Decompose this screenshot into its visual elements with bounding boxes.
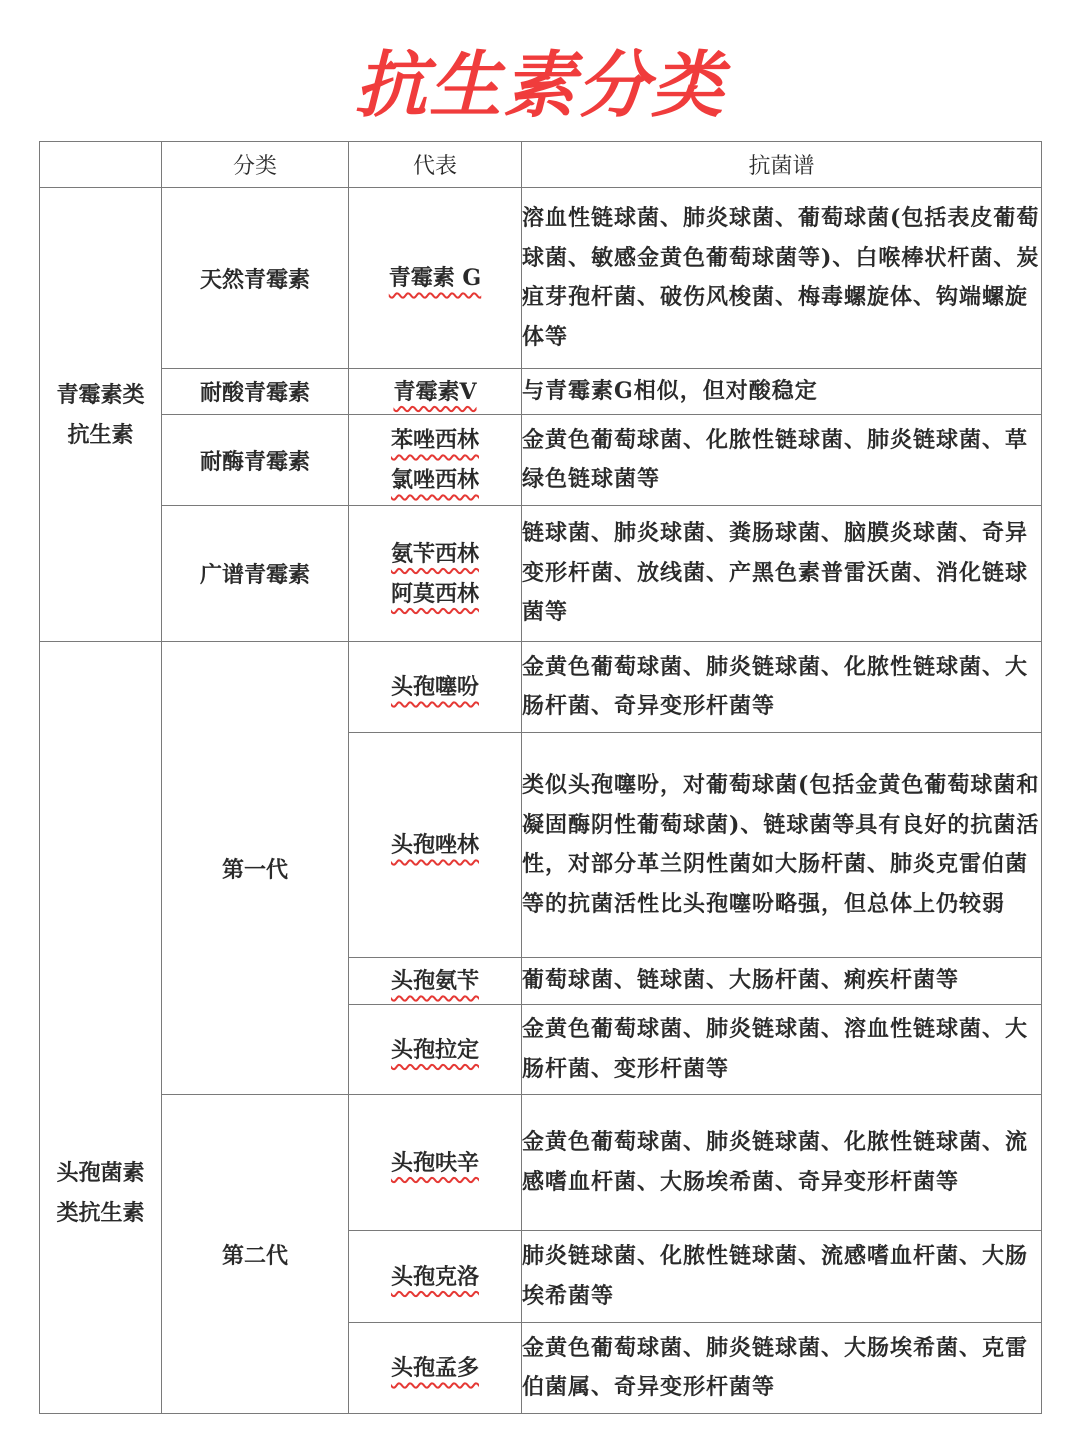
spectrum-cell: 溶血性链球菌、肺炎球菌、葡萄球菌(包括表皮葡萄球菌、敏感金黄色葡萄球菌等)、白喉棒状杆菌、炭疽芽孢杆菌、破伤风梭菌、梅毒螺旋体、钩端螺旋体等 <box>522 188 1042 369</box>
antibiotic-classification-table <box>39 141 1042 1414</box>
subclass-cell: 天然青霉素 <box>162 188 349 369</box>
table-row <box>40 506 1042 642</box>
spectrum-cell: 金黄色葡萄球菌、肺炎链球菌、大肠埃希菌、克雷伯菌属、奇异变形杆菌等 <box>522 1323 1042 1414</box>
table-row <box>40 415 1042 506</box>
drug-name: 头孢拉定 <box>390 1036 479 1063</box>
table-row <box>40 188 1042 369</box>
generation-second: 第二代 <box>162 1095 349 1414</box>
subclass-cell: 广谱青霉素 <box>162 506 349 642</box>
drug-name: 头孢孟多 <box>390 1355 479 1381</box>
header-representative: 代表 <box>349 142 522 188</box>
representative-cell <box>349 506 522 642</box>
representative-cell <box>349 1095 522 1231</box>
drug-name: 苯唑西林 <box>390 427 479 453</box>
drug-name: 青霉素V <box>393 378 477 405</box>
header-spectrum: 抗菌谱 <box>522 142 1042 188</box>
representative-cell <box>349 369 522 415</box>
spectrum-cell: 金黄色葡萄球菌、化脓性链球菌、肺炎链球菌、草绿色链球菌等 <box>522 415 1042 506</box>
representative-cell <box>349 733 522 958</box>
drug-name: 头孢呋辛 <box>390 1149 479 1176</box>
header-empty <box>40 142 162 188</box>
subclass-cell: 耐酶青霉素 <box>162 415 349 506</box>
table-row <box>40 1095 1042 1231</box>
category-penicillin: 青霉素类抗生素 <box>40 188 162 642</box>
drug-name: 头孢唑林 <box>390 832 479 858</box>
representative-cell <box>349 1231 522 1323</box>
drug-name: 青霉素 G <box>388 265 482 291</box>
representative-cell <box>349 1005 522 1095</box>
representative-cell <box>349 415 522 506</box>
table-row <box>40 642 1042 733</box>
spectrum-cell: 与青霉素G相似，但对酸稳定 <box>522 369 1042 415</box>
table-row <box>40 369 1042 415</box>
generation-first: 第一代 <box>162 642 349 1095</box>
drug-name: 氯唑西林 <box>390 467 479 493</box>
spectrum-cell: 链球菌、肺炎球菌、粪肠球菌、脑膜炎球菌、奇异变形杆菌、放线菌、产黑色素普雷沃菌、消化链球菌等 <box>522 506 1042 642</box>
representative-cell <box>349 188 522 369</box>
spectrum-cell: 类似头孢噻吩，对葡萄球菌(包括金黄色葡萄球菌和凝固酶阴性葡萄球菌)、链球菌等具有良好的抗菌活性，对部分革兰阴性菌如大肠杆菌、肺炎克雷伯菌等的抗菌活性比头孢噻吩略强，但总体上仍较弱 <box>522 733 1042 958</box>
drug-name: 头孢噻吩 <box>390 674 479 700</box>
header-classification: 分类 <box>162 142 349 188</box>
drug-name: 头孢氨苄 <box>390 968 479 994</box>
representative-cell <box>349 642 522 733</box>
spectrum-cell: 金黄色葡萄球菌、肺炎链球菌、化脓性链球菌、大肠杆菌、奇异变形杆菌等 <box>522 642 1042 733</box>
drug-name: 氨苄西林 <box>390 540 479 567</box>
representative-cell <box>349 958 522 1005</box>
spectrum-cell: 金黄色葡萄球菌、肺炎链球菌、化脓性链球菌、流感嗜血杆菌、大肠埃希菌、奇异变形杆菌等 <box>522 1095 1042 1231</box>
spectrum-cell: 肺炎链球菌、化脓性链球菌、流感嗜血杆菌、大肠埃希菌等 <box>522 1231 1042 1323</box>
table-header-row <box>40 142 1042 188</box>
drug-name: 头孢克洛 <box>390 1263 479 1290</box>
subclass-cell: 耐酸青霉素 <box>162 369 349 415</box>
spectrum-cell: 葡萄球菌、链球菌、大肠杆菌、痢疾杆菌等 <box>522 958 1042 1005</box>
spectrum-cell: 金黄色葡萄球菌、肺炎链球菌、溶血性链球菌、大肠杆菌、变形杆菌等 <box>522 1005 1042 1095</box>
representative-cell <box>349 1323 522 1414</box>
category-cephalosporin: 头孢菌素类抗生素 <box>40 642 162 1414</box>
page-title: 抗生素分类 <box>354 43 725 127</box>
drug-name: 阿莫西林 <box>390 580 479 607</box>
